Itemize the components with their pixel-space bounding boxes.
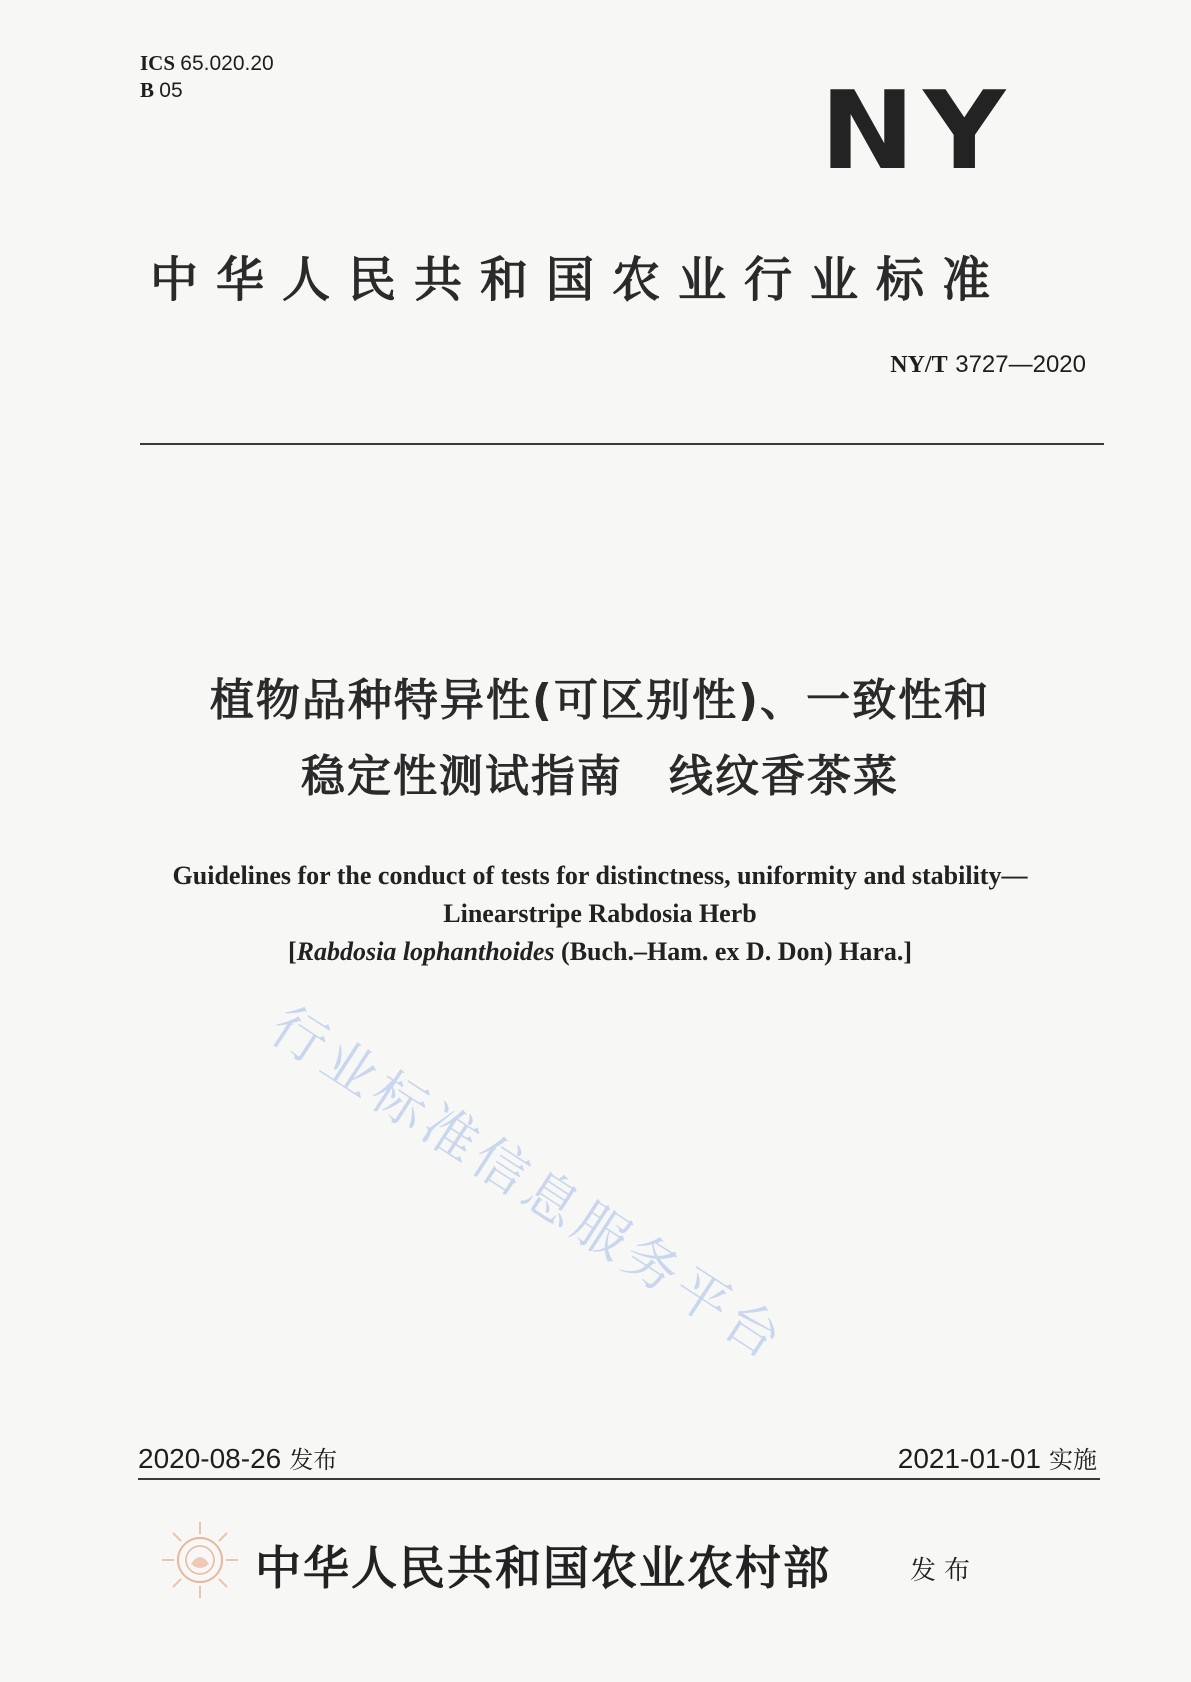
- publisher-name: 中华人民共和国农业农村部: [255, 1541, 831, 1595]
- ministry-emblem-icon: [158, 1518, 242, 1602]
- standard-number: NY/T 3727—2020: [890, 351, 1086, 378]
- zh-title-line-1: 植物品种特异性(可区别性)、一致性和: [209, 675, 991, 726]
- ccs-code: B 05: [140, 78, 183, 102]
- en-title-line-3: [Rabdosia lophanthoides (Buch.–Ham. ex D. Don) Hara.]: [287, 937, 913, 966]
- issue-date: 2020-08-26 发布: [138, 1443, 338, 1474]
- watermark: 行业标准信息服务平台: [259, 994, 798, 1374]
- standard-type-title: 中华人民共和国农业行业标准: [150, 252, 1009, 308]
- footer-divider: [138, 1478, 1100, 1480]
- scientific-name: Rabdosia lophanthoides: [296, 937, 555, 966]
- effective-date: 2021-01-01 实施: [897, 1443, 1097, 1474]
- ny-logo: NY: [820, 69, 1014, 194]
- zh-title-line-2: 稳定性测试指南 线纹香茶菜: [301, 751, 899, 802]
- ics-code: ICS 65.020.20: [140, 51, 274, 75]
- en-title-line-2: Linearstripe Rabdosia Herb: [443, 899, 757, 928]
- en-title-line-1: Guidelines for the conduct of tests for distinctness, uniformity and stability—: [172, 861, 1028, 890]
- classification-codes: [140, 50, 274, 104]
- header-divider: [140, 443, 1104, 445]
- publish-label: 发布: [910, 1556, 979, 1586]
